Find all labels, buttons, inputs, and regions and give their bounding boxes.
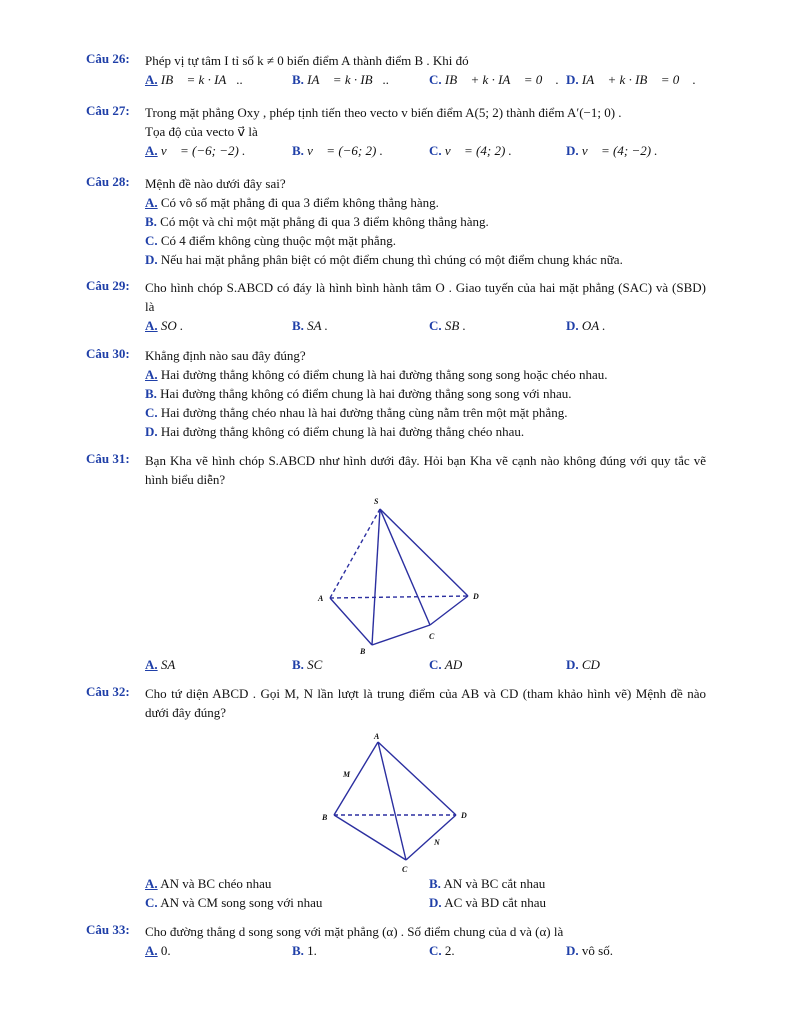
option-label: C. [145, 233, 158, 248]
option-label: B. [292, 657, 304, 672]
option-label: B. [292, 72, 304, 87]
option-text: AN và CM song song với nhau [160, 895, 323, 910]
option-c[interactable] [429, 941, 455, 960]
vertex-label-c: C [429, 632, 435, 641]
option-text: IA⃗ = k · IB⃗.. [307, 72, 390, 87]
question-stem: Bạn Kha vẽ hình chóp S.ABCD như hình dưới đây. Hỏi bạn Kha vẽ cạnh nào không đúng với quy tắc vẽ hình biểu diễn? [145, 453, 706, 487]
edge-ac [378, 742, 406, 860]
question-31 [86, 451, 706, 489]
question-stem: Cho đường thẳng d song song với mặt phẳng (α) . Số điểm chung của d và (α) là [145, 924, 564, 939]
question-27 [86, 103, 706, 160]
option-c[interactable] [429, 70, 559, 89]
option-label: D. [429, 895, 442, 910]
question-stem: Trong mặt phẳng Oxy , phép tịnh tiến theo vecto v biến điểm A(5; 2) thành điểm A′(−1; 0) . [145, 105, 622, 120]
option-text: AN và BC chéo nhau [160, 876, 272, 891]
options-row [145, 941, 706, 960]
option-d[interactable] [566, 655, 600, 674]
option-text: Có vô số mặt phẳng đi qua 3 điểm không thẳng hàng. [157, 195, 439, 210]
edge-cd [406, 815, 456, 860]
option-b[interactable] [292, 316, 328, 335]
options-row [145, 316, 706, 335]
option-label: D. [566, 943, 579, 958]
option-text: SA [160, 657, 176, 672]
option-label: C. [145, 405, 158, 420]
option-c[interactable] [145, 231, 706, 250]
option-b[interactable] [145, 384, 706, 403]
option-label: B. [292, 943, 304, 958]
option-text: CD [581, 657, 600, 672]
option-text: OA . [581, 318, 606, 333]
option-label: A. [145, 657, 158, 672]
option-label: B. [145, 386, 157, 401]
option-text: SO . [160, 318, 184, 333]
vertex-label-b: B [322, 813, 328, 822]
option-text: v⃗ = (4; −2) . [581, 143, 658, 158]
option-label: D. [145, 424, 158, 439]
edge-ab [334, 742, 378, 815]
option-label: C. [429, 72, 442, 87]
vertex-label-a: A [374, 732, 380, 741]
option-label: A. [145, 943, 158, 958]
option-c[interactable] [429, 141, 512, 160]
option-label: D. [566, 657, 579, 672]
point-label-m: M [343, 770, 351, 779]
option-text: IA⃗ + k · IB⃗ = 0⃗ . [581, 72, 696, 87]
option-label: D. [145, 252, 158, 267]
option-b[interactable] [145, 212, 706, 231]
edge-ab [330, 598, 372, 645]
vertex-label-s: S [374, 497, 379, 506]
option-text: SC [307, 657, 323, 672]
option-label: C. [429, 143, 442, 158]
option-text: 2. [441, 943, 455, 958]
vertex-label-d: D [473, 592, 479, 601]
option-label: A. [145, 318, 158, 333]
question-31-options [86, 655, 706, 674]
question-number: Câu 33: [86, 922, 130, 937]
option-label: B. [429, 876, 441, 891]
option-label: A. [145, 195, 158, 210]
options-row [145, 874, 706, 893]
option-text: AN và BC cắt nhau [443, 876, 546, 891]
option-label: B. [145, 214, 157, 229]
option-label: A. [145, 72, 158, 87]
edge-ad [330, 596, 468, 598]
edge-sc [380, 509, 430, 625]
option-b[interactable] [429, 874, 545, 893]
option-b[interactable] [292, 70, 389, 89]
option-label: C. [429, 657, 442, 672]
option-label: C. [429, 318, 442, 333]
question-32 [86, 684, 706, 722]
option-b[interactable] [292, 141, 383, 160]
question-number: Câu 26: [86, 51, 130, 66]
option-d[interactable] [145, 422, 706, 441]
option-a[interactable] [145, 874, 271, 893]
edge-sa [330, 509, 380, 598]
question-29 [86, 278, 706, 335]
option-label: D. [566, 318, 579, 333]
vertex-label-a: A [318, 594, 324, 603]
option-text: vô số. [578, 943, 613, 958]
options-row [145, 655, 706, 674]
question-32-options [86, 874, 706, 912]
option-label: B. [292, 318, 304, 333]
question-number: Câu 32: [86, 684, 130, 699]
vertex-label-c: C [402, 865, 408, 874]
option-a[interactable] [145, 941, 171, 960]
option-d[interactable] [566, 316, 606, 335]
question-stem: Phép vị tự tâm I tỉ số k ≠ 0 biến điểm A thành điểm B . Khi đó [145, 53, 469, 68]
question-stem: Cho tứ diện ABCD . Gọi M, N lần lượt là trung điểm của AB và CD (tham khảo hình vẽ) Mệnh đề nào dưới đây đúng? [145, 686, 706, 720]
option-text: Hai đường thẳng không có điểm chung là hai đường thẳng song song với nhau. [156, 386, 572, 401]
options-row [145, 141, 706, 160]
options-row [145, 893, 706, 912]
question-stem-line-2: Tọa độ của vecto v⃗ là [145, 124, 258, 139]
point-label-n: N [434, 838, 440, 847]
option-text: AD [444, 657, 463, 672]
option-b[interactable] [292, 655, 322, 674]
vertex-label-d: D [461, 811, 467, 820]
option-a[interactable] [145, 193, 706, 212]
option-text: AC và BD cắt nhau [444, 895, 546, 910]
option-c[interactable] [145, 893, 322, 912]
option-text: v⃗ = (−6; 2) . [307, 143, 383, 158]
edge-cd [430, 596, 468, 625]
option-a[interactable] [145, 141, 245, 160]
question-number: Câu 27: [86, 103, 130, 118]
option-text: SB . [444, 318, 466, 333]
option-label: A. [145, 143, 158, 158]
pyramid-figure [310, 495, 490, 655]
option-d[interactable] [429, 893, 546, 912]
tetrahedron-figure [316, 730, 476, 875]
option-d[interactable] [145, 250, 706, 269]
option-label: D. [566, 72, 579, 87]
edge-ad [378, 742, 456, 815]
question-number: Câu 31: [86, 451, 130, 466]
edge-bc [334, 815, 406, 860]
option-text: v⃗ = (−6; −2) . [160, 143, 246, 158]
option-label: D. [566, 143, 579, 158]
edge-sb [372, 509, 380, 645]
option-text: v⃗ = (4; 2) . [444, 143, 512, 158]
option-text: IB⃗ + k · IA⃗ = 0⃗ . [444, 72, 559, 87]
question-number: Câu 28: [86, 174, 130, 189]
option-label: A. [145, 367, 158, 382]
option-c[interactable] [429, 655, 462, 674]
question-number: Câu 29: [86, 278, 130, 293]
question-26 [86, 51, 706, 89]
option-label: C. [145, 895, 158, 910]
option-d[interactable] [566, 941, 613, 960]
question-33 [86, 922, 706, 960]
option-a[interactable] [145, 70, 243, 89]
option-text: SA . [307, 318, 328, 333]
question-stem: Khẳng định nào sau đây đúng? [145, 348, 306, 363]
option-a[interactable] [145, 316, 183, 335]
option-text: 1. [303, 943, 317, 958]
option-c[interactable] [145, 403, 706, 422]
question-stem: Mệnh đề nào dưới đây sai? [145, 176, 286, 191]
question-number: Câu 30: [86, 346, 130, 361]
edge-sd [380, 509, 468, 596]
option-text: Hai đường thẳng chéo nhau là hai đường thẳng cùng nằm trên một mặt phẳng. [157, 405, 568, 420]
option-c[interactable] [429, 316, 466, 335]
option-label: A. [145, 876, 158, 891]
option-text: Nếu hai mặt phẳng phân biệt có một điểm chung thì chúng có một điểm chung khác nữa. [157, 252, 623, 267]
option-b[interactable] [292, 941, 317, 960]
edge-bc [372, 625, 430, 645]
option-a[interactable] [145, 365, 706, 384]
option-text: IB⃗ = k · IA⃗.. [160, 72, 243, 87]
option-text: 0. [157, 943, 171, 958]
option-label: B. [292, 143, 304, 158]
option-text: Hai đường thẳng không có điểm chung là hai đường thẳng song song hoặc chéo nhau. [157, 367, 608, 382]
option-a[interactable] [145, 655, 175, 674]
vertex-label-b: B [360, 647, 366, 655]
option-label: C. [429, 943, 442, 958]
question-stem: Cho hình chóp S.ABCD có đáy là hình bình hành tâm O . Giao tuyến của hai mặt phẳng (SAC) và (SBD) là [145, 280, 706, 314]
option-text: Có một và chỉ một mặt phẳng đi qua 3 điểm không thẳng hàng. [156, 214, 489, 229]
option-d[interactable] [566, 70, 696, 89]
option-text: Có 4 điểm không cùng thuộc một mặt phẳng. [157, 233, 396, 248]
question-30 [86, 346, 706, 441]
option-text: Hai đường thẳng không có điểm chung là hai đường thẳng chéo nhau. [157, 424, 525, 439]
question-28 [86, 174, 706, 269]
options-row [145, 70, 706, 89]
option-d[interactable] [566, 141, 658, 160]
